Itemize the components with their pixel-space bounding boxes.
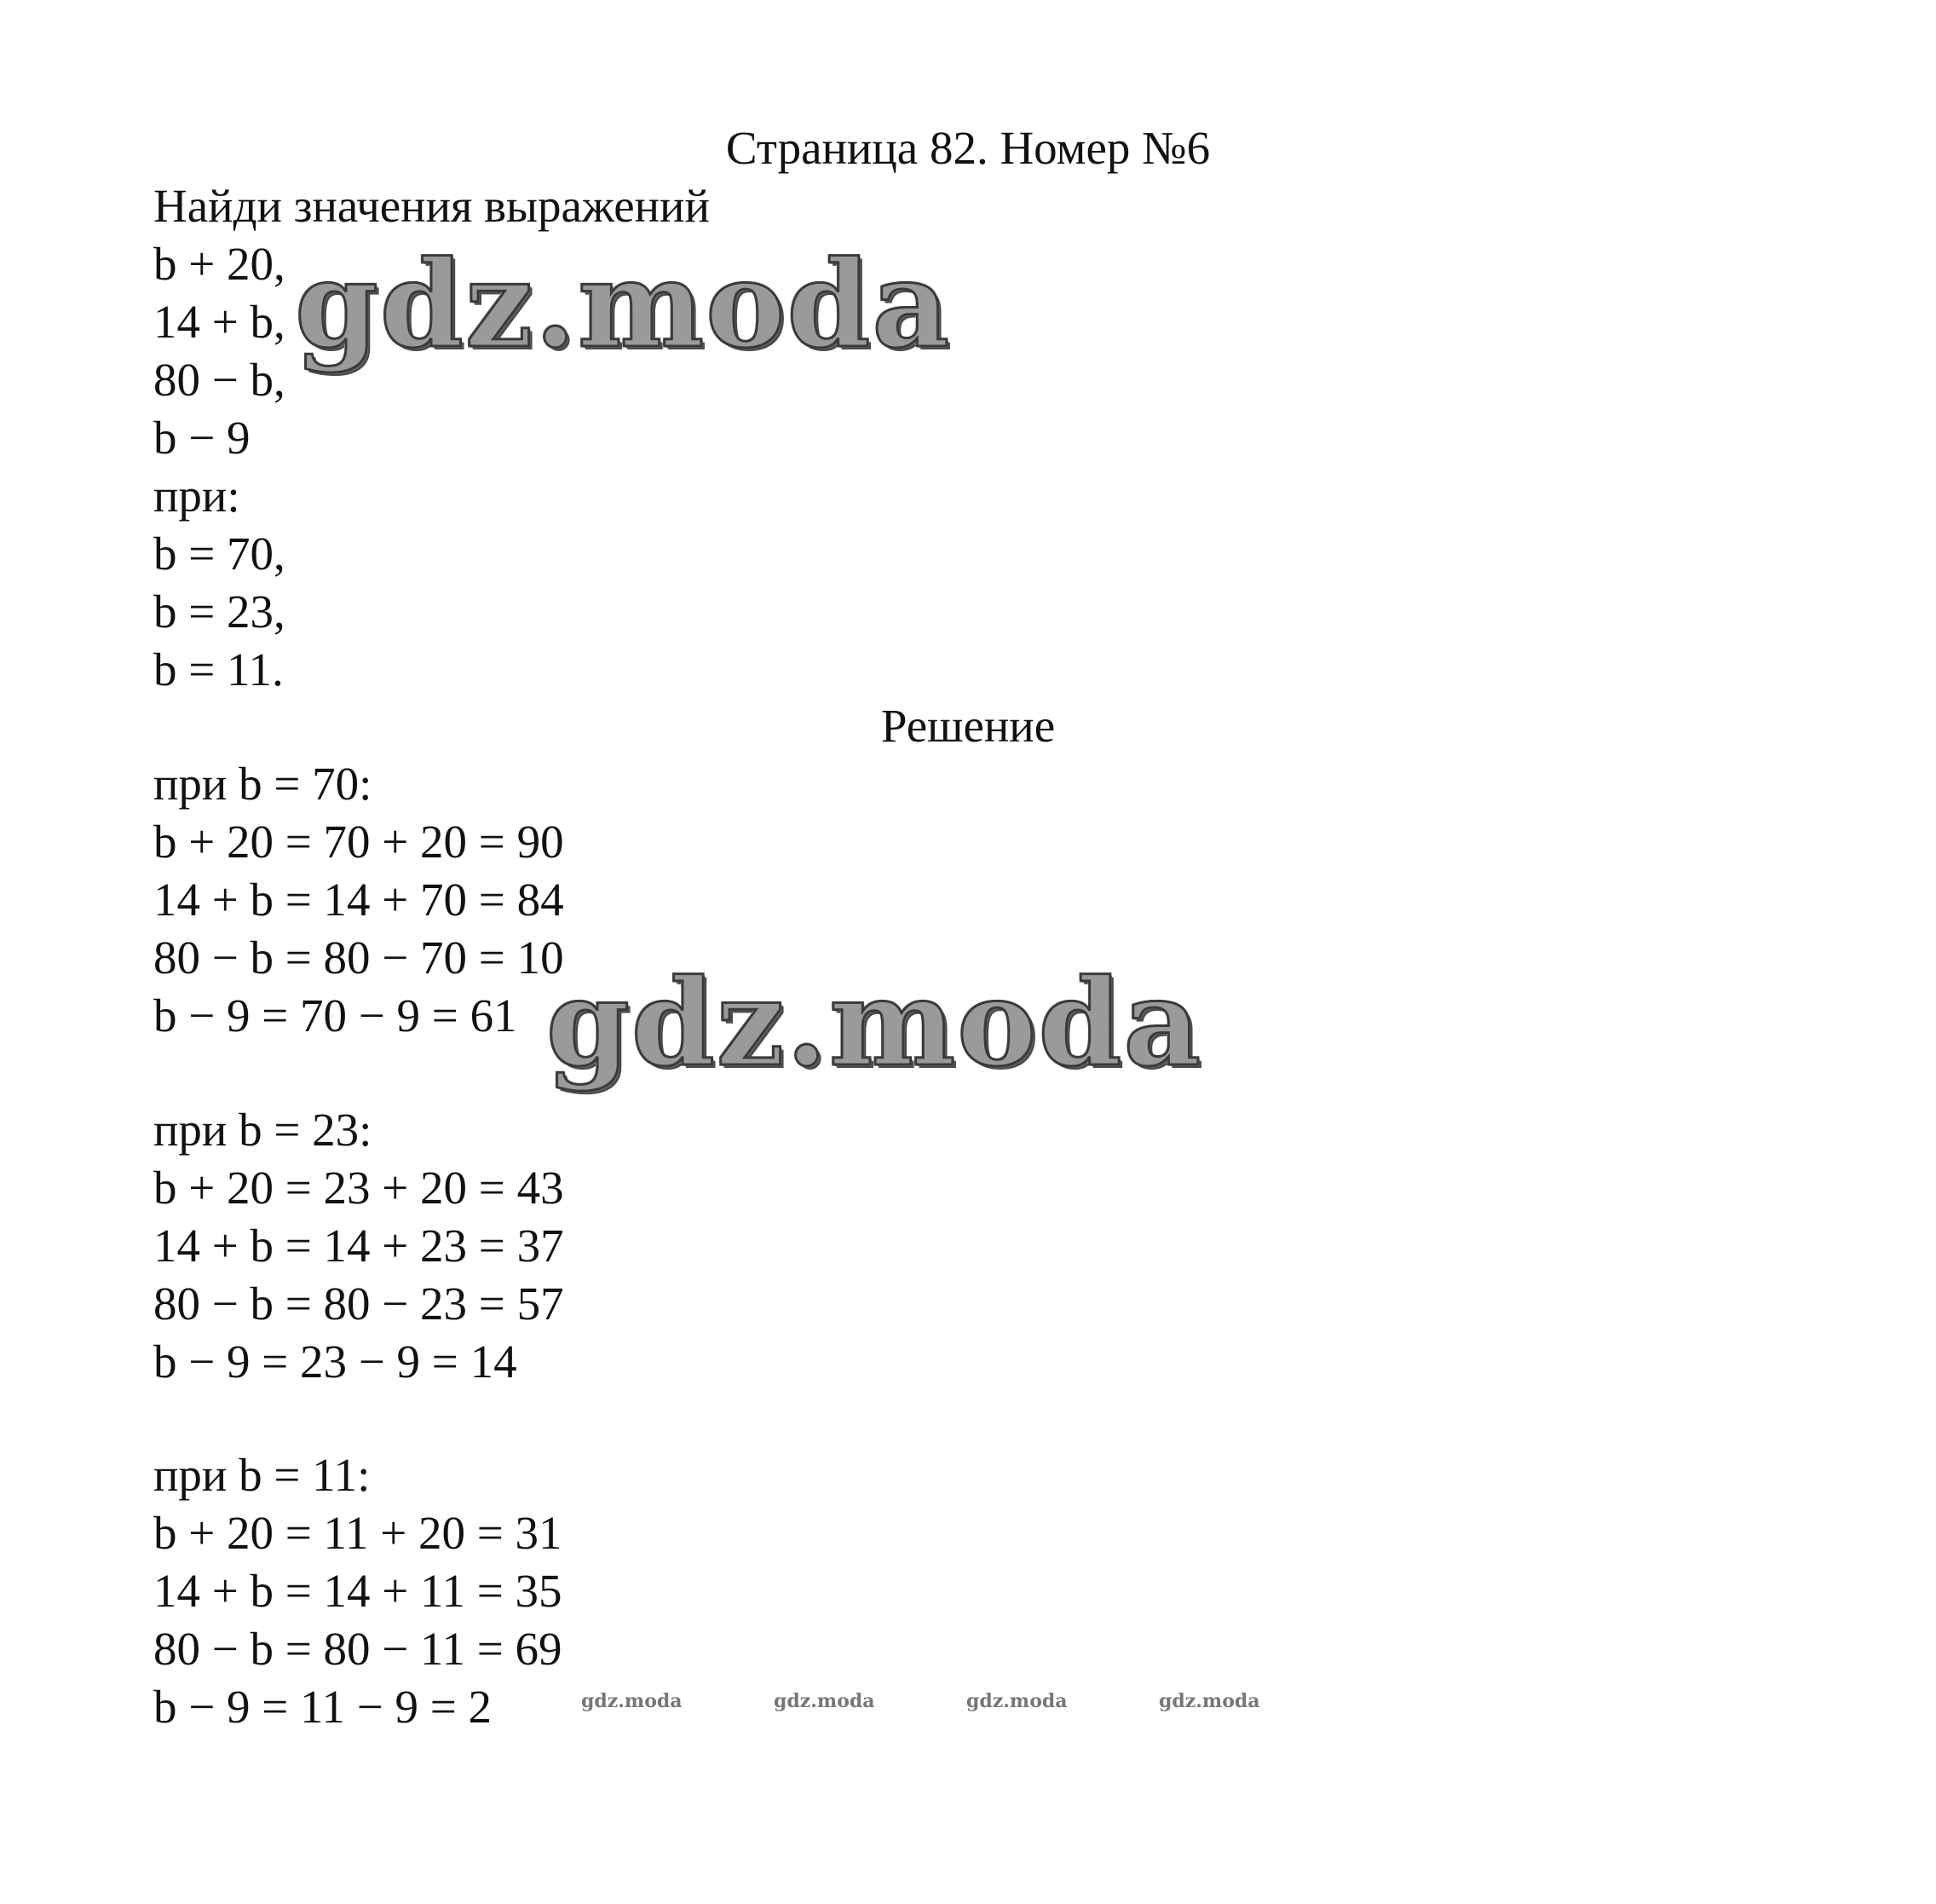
solution-block-1-line-4: b − 9 = 70 − 9 = 61 <box>153 990 517 1041</box>
expression-2: 14 + b, <box>153 296 285 348</box>
expression-4: b − 9 <box>153 412 251 464</box>
solution-block-1-line-2: 14 + b = 14 + 70 = 84 <box>153 874 564 926</box>
watermark-logo-small: gdz.moda <box>774 1690 875 1712</box>
value-1: b = 70, <box>153 528 285 580</box>
condition-label: при: <box>153 470 240 522</box>
solution-block-2-line-2: 14 + b = 14 + 23 = 37 <box>153 1220 564 1272</box>
solution-block-3-line-1: b + 20 = 11 + 20 = 31 <box>153 1507 562 1559</box>
value-3: b = 11. <box>153 643 284 695</box>
solution-block-2-label: при b = 23: <box>153 1104 372 1156</box>
watermark-logo-small: gdz.moda <box>581 1690 683 1712</box>
solution-block-2-line-1: b + 20 = 23 + 20 = 43 <box>153 1162 564 1214</box>
solution-block-3-label: при b = 11: <box>153 1449 371 1501</box>
solution-block-1-line-3: 80 − b = 80 − 70 = 10 <box>153 932 564 984</box>
task-intro: Найди значения выражений <box>153 180 710 232</box>
watermark-logo-large: gdz.moda <box>546 954 1203 1093</box>
solution-block-1-label: при b = 70: <box>153 758 372 810</box>
expression-1: b + 20, <box>153 238 285 290</box>
value-2: b = 23, <box>153 586 285 638</box>
solution-block-3-line-2: 14 + b = 14 + 11 = 35 <box>153 1565 562 1617</box>
page-title: Страница 82. Номер №6 <box>725 122 1211 174</box>
solution-block-3-line-3: 80 − b = 80 − 11 = 69 <box>153 1623 562 1675</box>
solution-block-2-line-3: 80 − b = 80 − 23 = 57 <box>153 1278 564 1330</box>
watermark-logo-small: gdz.moda <box>1159 1690 1260 1712</box>
watermark-logo-large: gdz.moda <box>295 235 952 375</box>
solution-title: Решение <box>880 700 1056 752</box>
solution-block-3-line-4: b − 9 = 11 − 9 = 2 <box>153 1681 493 1733</box>
expression-3: 80 − b, <box>153 354 285 406</box>
solution-block-1-line-1: b + 20 = 70 + 20 = 90 <box>153 816 564 868</box>
solution-block-2-line-4: b − 9 = 23 − 9 = 14 <box>153 1336 517 1388</box>
watermark-logo-small: gdz.moda <box>966 1690 1068 1712</box>
